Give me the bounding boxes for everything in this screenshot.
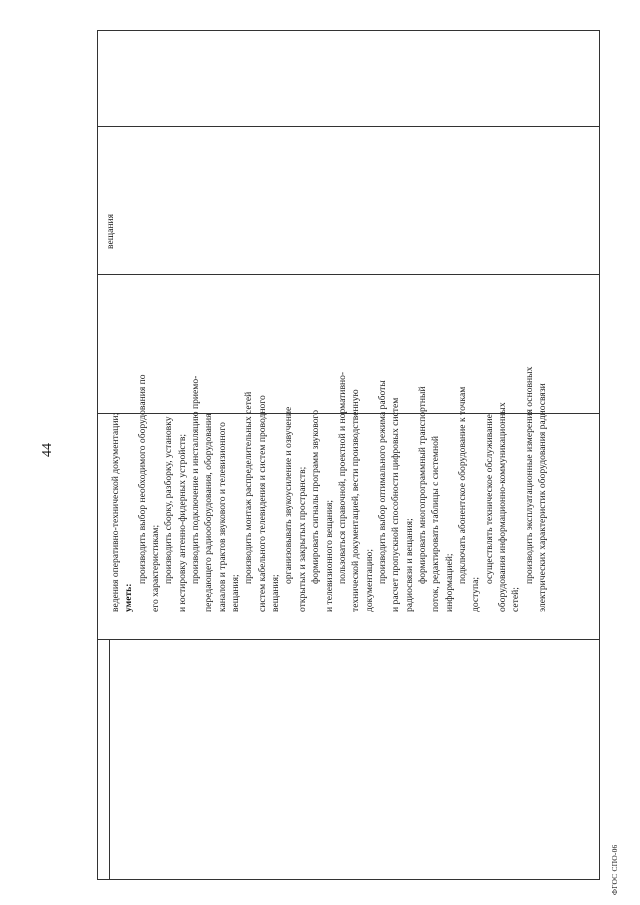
text-line: каналов и трактов звукового и телевизионного — [216, 422, 228, 612]
text-line: формировать сигналы программ звукового — [310, 409, 322, 584]
broadcast-label: вещания — [105, 213, 116, 249]
page-number: 44 — [40, 443, 55, 457]
row-divider — [109, 640, 110, 879]
text-line: передающего радиооборудования, оборудования — [203, 413, 215, 612]
text-line: производить сборку, разборку, установку — [163, 416, 175, 584]
document-footer: ФГОС СПО-06 — [610, 844, 619, 895]
text-line: производить монтаж распределительных сетей — [243, 391, 255, 584]
text-line: ведения оперативно-технической документации; — [110, 412, 121, 612]
text-line: доступа; — [470, 576, 482, 612]
column-divider — [98, 126, 599, 127]
text-line: вещания; — [230, 574, 242, 612]
text-line: радиосвязи и вещания; — [403, 518, 415, 612]
text-line: технической документацией, вести производственную — [350, 389, 362, 612]
text-line: уметь: — [123, 583, 135, 612]
text-line: и расчет пропускной способности цифровых систем — [390, 397, 402, 612]
text-line: производить подключение и инсталляцию приемо- — [190, 375, 202, 584]
text-line: пользоваться справочной, проектной и нормативно- — [336, 371, 348, 584]
text-line: производить эксплуатационные измерения основных — [523, 366, 535, 584]
text-line: сетей; — [510, 587, 522, 612]
text-line: осуществлять техническое обслуживание — [483, 414, 495, 584]
text-line: электрических характеристик оборудования радиосвязи — [537, 383, 548, 612]
text-line: информацией; — [443, 553, 455, 612]
text-line: и телевизионного вещания; — [323, 499, 335, 612]
text-line: вещания; — [270, 574, 282, 612]
text-line: оборудования информационно-коммуникационных — [496, 402, 508, 612]
text-line: производить выбор оптимального режима работы — [376, 380, 388, 584]
column-divider — [98, 639, 599, 640]
text-line: производить выбор необходимого оборудования по — [136, 374, 148, 584]
text-line: формировать многопрограммный транспортный — [416, 386, 428, 584]
text-line: открытых и закрытых пространств; — [296, 466, 308, 612]
text-line: документацию; — [363, 548, 375, 612]
text-line: подключать абонентское оборудование к точкам — [456, 386, 468, 584]
text-line: систем кабельного телевидения и систем проводного — [256, 395, 268, 612]
text-line: организовывать звукоусиление и озвучение — [283, 406, 295, 584]
standards-table — [97, 30, 600, 880]
text-line: и юстировку антенно-фидерных устройств; — [176, 433, 188, 612]
text-line: поток, редактировать таблицы с системной — [430, 435, 442, 612]
competence-list — [109, 142, 549, 612]
text-line: его характеристикам; — [150, 524, 162, 612]
